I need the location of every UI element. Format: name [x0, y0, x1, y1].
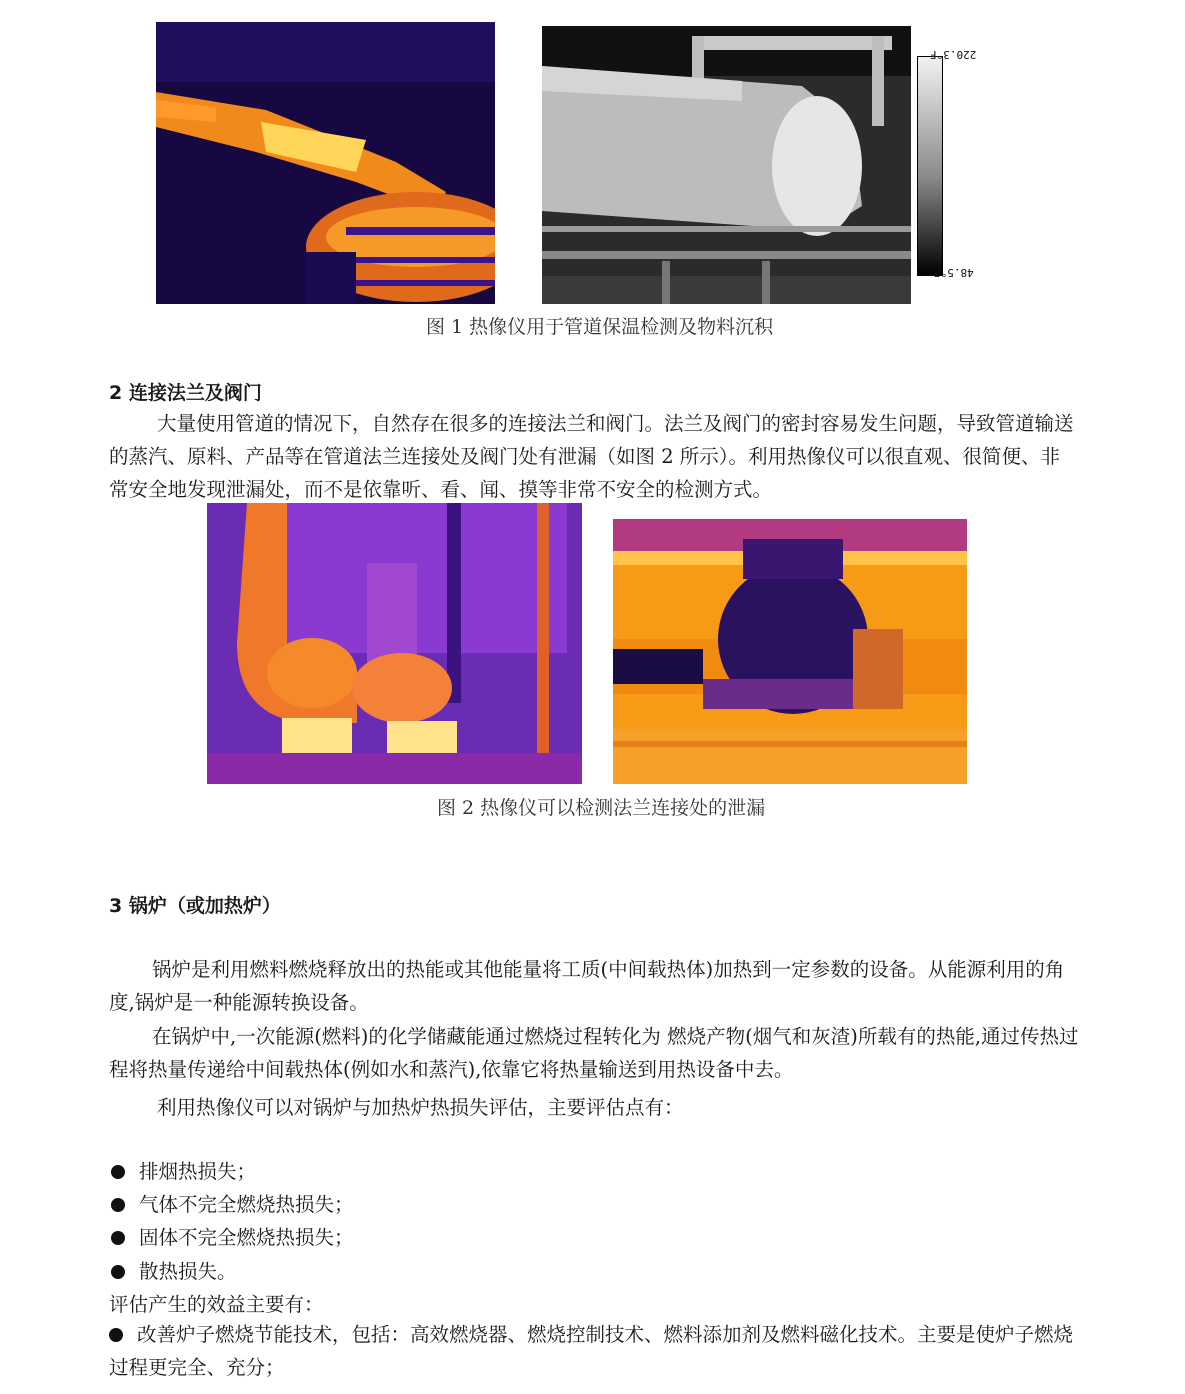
bullet-icon — [111, 1265, 125, 1279]
thermal-image-flange-leak — [207, 503, 582, 784]
section-3-paragraph-1: 锅炉是利用燃料燃烧释放出的热能或其他能量将工质(中间载热体)加热到一定参数的设备。从能源利用的角度,锅炉是一种能源转换设备。 — [109, 958, 1065, 1014]
section-3-paragraph-2: 在锅炉中,一次能源(燃料)的化学储藏能通过燃烧过程转化为 燃烧产物(烟气和灰渣)所载有的热能,通过传热过 程将热量传递给中间载热体(例如水和蒸汽),依靠它将热量输送到用热设备中去。 — [109, 1025, 1079, 1081]
list-item: 气体不完全燃烧热损失； — [111, 1189, 354, 1217]
bullet-icon — [111, 1231, 125, 1245]
benefits-intro: 评估产生的效益主要有： — [109, 1293, 324, 1316]
bullet-icon — [111, 1198, 125, 1212]
section-3-heading: 3 锅炉（或加热炉） — [109, 895, 281, 917]
thermal-image-valve-leak — [613, 519, 967, 784]
bullet-icon — [109, 1328, 123, 1342]
section-2-heading: 2 连接法兰及阀门 — [109, 382, 262, 404]
figure-2-caption: 图 2 热像仪可以检测法兰连接处的泄漏 — [437, 797, 766, 819]
section-3-paragraph-3: 利用热像仪可以对锅炉与加热炉热损失评估，主要评估点有： — [157, 1096, 684, 1119]
figure-1-caption: 图 1 热像仪用于管道保温检测及物料沉积 — [426, 316, 774, 338]
scale-max-label: 220.3°F — [930, 48, 977, 61]
benefit-item-1: 改善炉子燃烧节能技术，包括：高效燃烧器、燃烧控制技术、燃料添加剂及燃料磁化技术。主要是使炉子燃烧过程更完全、充分； — [109, 1323, 1074, 1379]
temperature-scale-bar — [917, 56, 943, 276]
thermal-image-pipe-insulation — [156, 22, 495, 304]
bullet-icon — [111, 1165, 125, 1179]
list-item: 固体不完全燃烧热损失； — [111, 1222, 354, 1250]
thermal-image-pipe-greyscale — [542, 26, 911, 304]
list-item: 排烟热损失； — [111, 1156, 256, 1184]
scale-min-label: 48.5°F — [934, 266, 974, 279]
list-item: 散热损失。 — [111, 1256, 237, 1284]
section-2-paragraph: 大量使用管道的情况下，自然存在很多的连接法兰和阀门。法兰及阀门的密封容易发生问题，导致管道输送的蒸汽、原料、产品等在管道法兰连接处及阀门处有泄漏（如图 2 所示）。利用热像仪可以很直观、很简便、非常安全地发现泄漏处，而不是依靠听、看、闻、摸等非常不安全的检测方式。 — [109, 412, 1074, 501]
